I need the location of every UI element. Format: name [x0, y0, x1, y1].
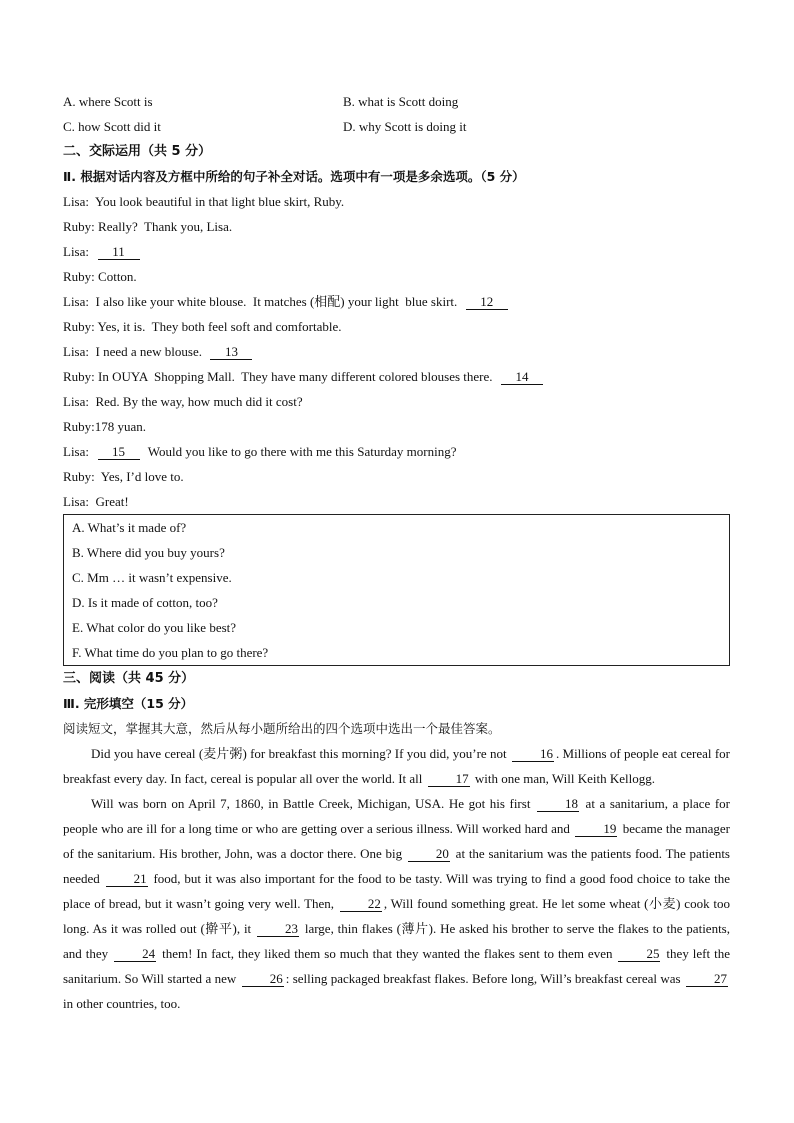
dialogue-line — [63, 239, 730, 264]
dialogue-text: Lisa: Great! — [63, 494, 129, 509]
section-2-title: 二、交际运用（共 5 分） — [63, 144, 212, 159]
answer-blank: 26 — [242, 972, 284, 987]
box-option: C. Mm … it wasn’t expensive. — [72, 570, 232, 585]
passage-text: with one man, Will Keith Kellogg. — [471, 771, 656, 786]
passage-text: : selling packaged breakfast flakes. Before long, Will’s breakfast cereal was — [285, 971, 684, 986]
dialogue-text: Ruby: Yes, I’d love to. — [63, 469, 184, 484]
box-option: F. What time do you plan to go there? — [72, 645, 269, 660]
dialogue-line — [63, 339, 730, 364]
dialogue-text: Ruby: In OUYA Shopping Mall. They have many different colored blouses there. — [63, 369, 500, 384]
dialogue-text: Lisa: I need a new blouse. — [63, 344, 209, 359]
document-page — [63, 89, 730, 1016]
answer-blank: 19 — [575, 822, 617, 837]
option-c: C. how Scott did it — [63, 119, 161, 134]
section-3-title: 三、阅读（共 45 分） — [63, 671, 195, 686]
answer-blank: 22 — [340, 897, 382, 912]
dialogue-text: Lisa: You look beautiful in that light blue skirt, Ruby. — [63, 194, 345, 209]
dialogue-text: Ruby:178 yuan. — [63, 419, 147, 434]
dialogue-line — [63, 489, 730, 514]
answer-blank: 13 — [210, 345, 252, 360]
dialogue-line — [63, 414, 730, 439]
answer-blank: 11 — [98, 245, 140, 260]
answer-blank: 25 — [618, 947, 660, 962]
dialogue-text: Lisa: — [63, 244, 96, 259]
option-b: B. what is Scott doing — [343, 94, 459, 109]
dialogue-text: Ruby: Cotton. — [63, 269, 137, 284]
dialogue-text: Lisa: — [63, 444, 96, 459]
passage-text: . Millions of people eat cereal for breakfast every day. In fact, cereal is popular all over the world. It all — [63, 746, 730, 786]
dialogue-line — [63, 464, 730, 489]
passage-text: became the manager of the sanitarium. His brother, John, was a doctor there. One big — [63, 821, 730, 861]
section-2-instruction: Ⅱ. 根据对话内容及方框中所给的句子补全对话。选项中有一项是多余选项。（5 分） — [63, 169, 525, 184]
box-option: B. Where did you buy yours? — [72, 545, 225, 560]
dialogue-text: Ruby: Really? Thank you, Lisa. — [63, 219, 233, 234]
answer-blank: 27 — [686, 972, 728, 987]
passage-text: , Will found something great. He let some wheat (小麦) cook too long. As it was rolled out (擀平), it — [63, 896, 730, 936]
box-option: D. Is it made of cotton, too? — [72, 595, 218, 610]
section-3-subtitle: Ⅲ. 完形填空（15 分） — [63, 696, 194, 711]
answer-blank: 21 — [106, 872, 148, 887]
dialogue-line — [63, 189, 730, 214]
answer-blank: 14 — [501, 370, 543, 385]
option-d: D. why Scott is doing it — [343, 119, 467, 134]
passage-text: Will was born on April 7, 1860, in Battle Creek, Michigan, USA. He got his first — [91, 796, 535, 811]
answer-blank: 24 — [114, 947, 156, 962]
answer-blank: 18 — [537, 797, 579, 812]
answer-blank: 17 — [428, 772, 470, 787]
dialogue-line — [63, 314, 730, 339]
option-row — [63, 114, 730, 139]
passage-text: at a sanitarium, a place for people who are ill for a long time or who are getting over a serious illness. Will worked hard and — [63, 796, 730, 836]
answer-blank: 15 — [98, 445, 140, 460]
passage-text: large, thin flakes (薄片). He asked his brother to serve the flakes to the patients, and they — [63, 921, 730, 961]
options-box — [63, 514, 730, 666]
passage-paragraph-1 — [63, 741, 730, 791]
box-option: E. What color do you like best? — [72, 620, 237, 635]
dialogue-line — [63, 214, 730, 239]
dialogue-text: Lisa: I also like your white blouse. It matches (相配) your light blue skirt. — [63, 294, 464, 309]
answer-blank: 20 — [408, 847, 450, 862]
passage-paragraph-2 — [63, 791, 730, 1016]
dialogue-text: Ruby: Yes, it is. They both feel soft and comfortable. — [63, 319, 342, 334]
answer-blank: 12 — [466, 295, 508, 310]
dialogue-line — [63, 364, 730, 389]
option-row — [63, 89, 730, 114]
passage-text: they left the sanitarium. So Will started a new — [63, 946, 730, 986]
dialogue-line — [63, 264, 730, 289]
passage-text: them! In fact, they liked them so much that they wanted the flakes sent to them even — [158, 946, 617, 961]
dialogue-text: Lisa: Red. By the way, how much did it cost? — [63, 394, 303, 409]
section-3-instruction: 阅读短文，掌握其大意，然后从每小题所给出的四个选项中选出一个最佳答案。 — [63, 721, 501, 736]
passage-text: Did you have cereal (麦片粥) for breakfast this morning? If you did, you’re not — [91, 746, 510, 761]
previous-question-options — [63, 89, 730, 139]
dialogue-text: Would you like to go there with me this Saturday morning? — [141, 444, 457, 459]
option-a: A. where Scott is — [63, 94, 153, 109]
answer-blank: 23 — [257, 922, 299, 937]
box-option: A. What’s it made of? — [72, 520, 187, 535]
passage-text: at the sanitarium was the patients food. The patients needed — [63, 846, 730, 886]
dialogue-line — [63, 439, 730, 464]
dialogue-line — [63, 389, 730, 414]
passage-text: in other countries, too. — [63, 996, 181, 1011]
passage-text: food, but it was also important for the food to be tasty. Will was trying to find a good food choice to take the place of bread, but it wasn’t going very well. Then, — [63, 871, 731, 911]
dialogue-line — [63, 289, 730, 314]
dialogue — [63, 189, 730, 514]
answer-blank: 16 — [512, 747, 554, 762]
